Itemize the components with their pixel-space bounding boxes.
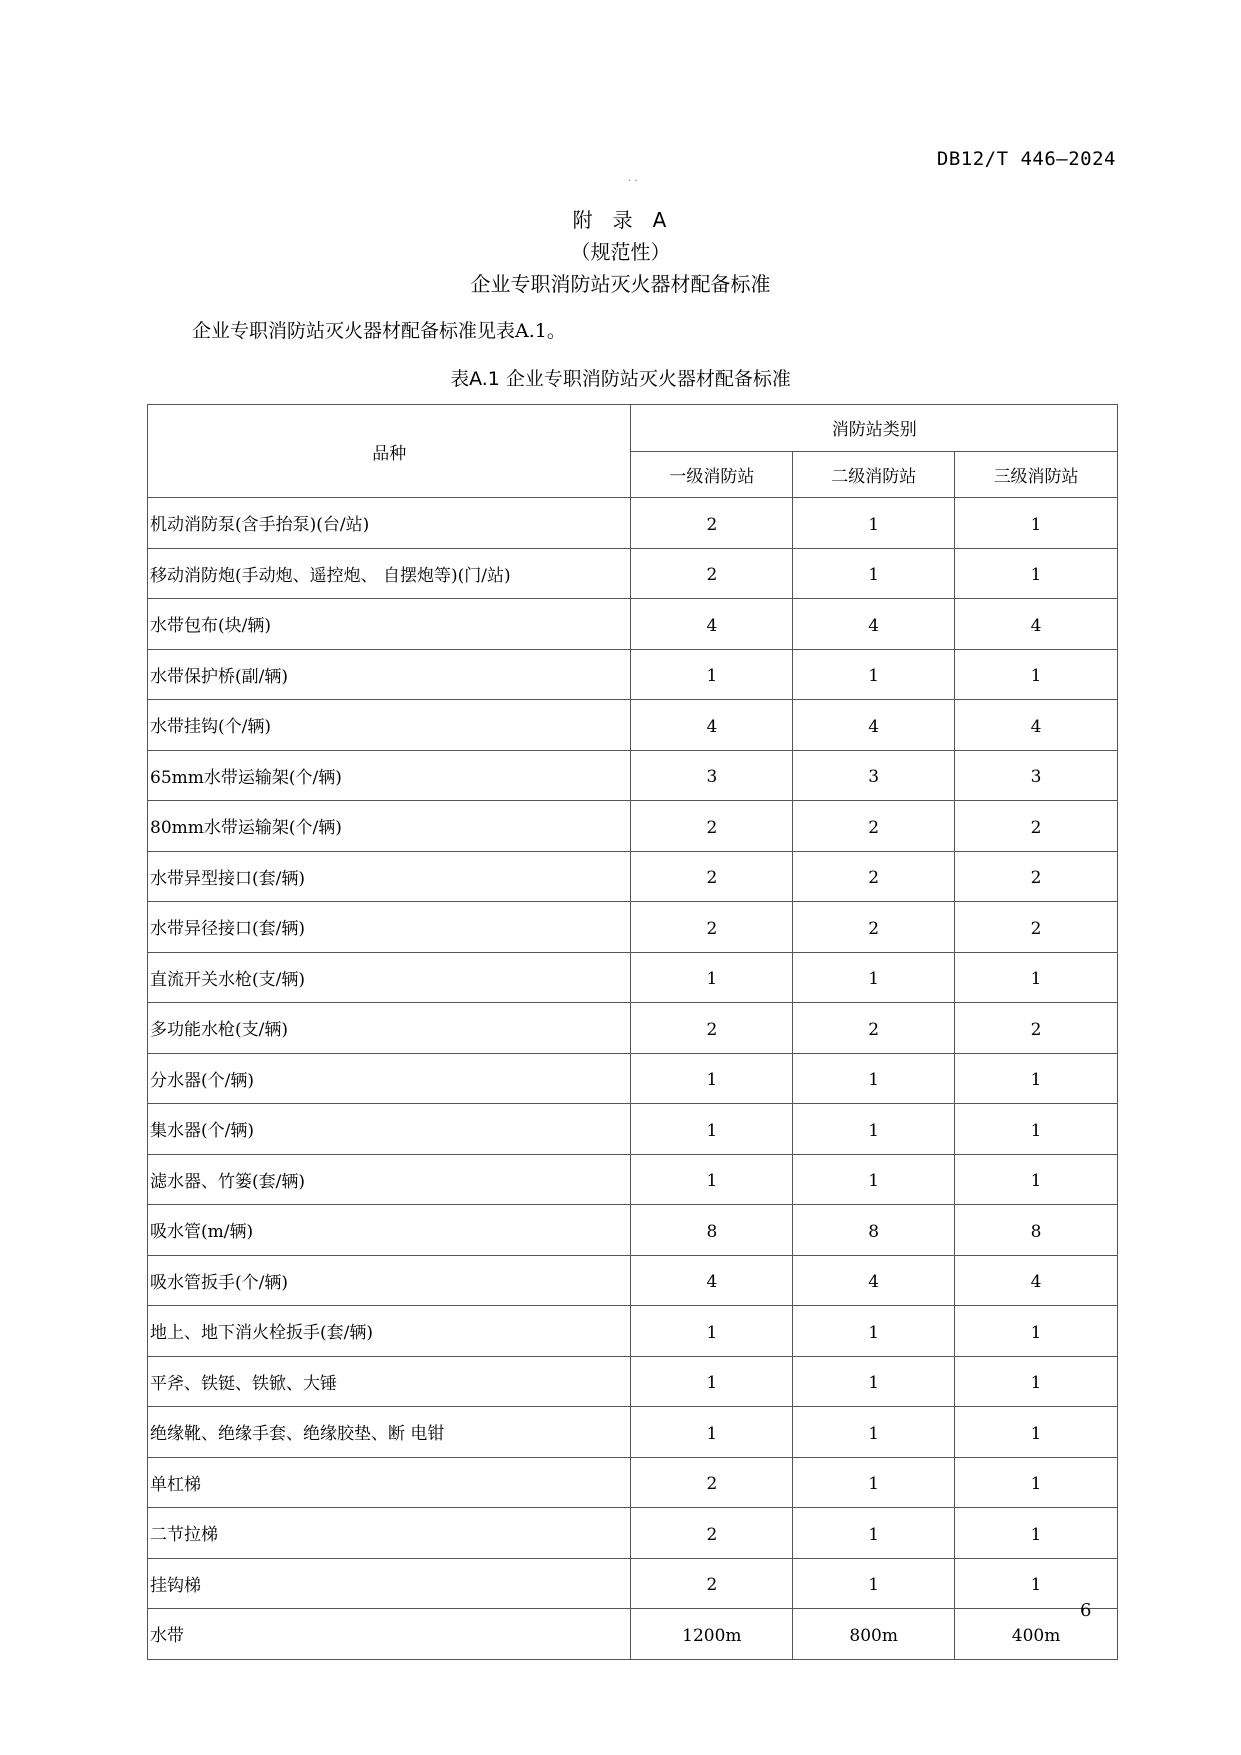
level-3-value-cell: 1	[955, 1104, 1118, 1155]
item-name-cell: 分水器(个/辆)	[148, 1053, 631, 1104]
level-3-value-cell: 2	[955, 902, 1118, 953]
item-name-cell: 水带	[148, 1609, 631, 1660]
page-number: 6	[1080, 1600, 1092, 1621]
appendix-title-word: 录	[612, 208, 635, 232]
level-1-value-cell: 1	[631, 1306, 793, 1357]
level-2-value-cell: 1	[793, 1053, 955, 1104]
appendix-title-letter: A	[652, 208, 669, 232]
item-name-cell: 滤水器、竹篓(套/辆)	[148, 1154, 631, 1205]
section-title: 企业专职消防站灭火器材配备标准	[470, 272, 771, 296]
table-row	[148, 801, 1118, 852]
table-header-row	[148, 405, 1118, 452]
level-3-value-cell: 2	[955, 851, 1118, 902]
item-name-cell: 水带异径接口(套/辆)	[148, 902, 631, 953]
item-name-cell: 移动消防炮(手动炮、遥控炮、 自摆炮等)(门/站)	[148, 548, 631, 599]
table-row	[148, 1508, 1118, 1559]
table-row	[148, 599, 1118, 650]
level-3-value-cell: 4	[955, 700, 1118, 751]
header-level-3: 三级消防站	[955, 451, 1118, 498]
level-2-value-cell: 8	[793, 1205, 955, 1256]
table-row	[148, 1205, 1118, 1256]
level-2-value-cell: 1	[793, 1558, 955, 1609]
level-2-value-cell: 1	[793, 1407, 955, 1458]
level-1-value-cell: 8	[631, 1205, 793, 1256]
item-name-cell: 挂钩梯	[148, 1558, 631, 1609]
level-1-value-cell: 4	[631, 599, 793, 650]
level-1-value-cell: 1200m	[631, 1609, 793, 1660]
level-3-value-cell: 1	[955, 1457, 1118, 1508]
item-name-cell: 机动消防泵(含手抬泵)(台/站)	[148, 498, 631, 549]
level-3-value-cell: 1	[955, 1407, 1118, 1458]
level-2-value-cell: 1	[793, 1104, 955, 1155]
level-2-value-cell: 1	[793, 1508, 955, 1559]
level-2-value-cell: 1	[793, 498, 955, 549]
item-name-cell: 地上、地下消火栓扳手(套/辆)	[148, 1306, 631, 1357]
item-name-cell: 单杠梯	[148, 1457, 631, 1508]
item-name-cell: 水带包布(块/辆)	[148, 599, 631, 650]
level-2-value-cell: 4	[793, 1255, 955, 1306]
document-code: DB12/T 446—2024	[936, 148, 1116, 170]
level-2-value-cell: 1	[793, 1306, 955, 1357]
level-1-value-cell: 2	[631, 1003, 793, 1054]
level-3-value-cell: 3	[955, 750, 1118, 801]
level-2-value-cell: 1	[793, 1154, 955, 1205]
table-row	[148, 1457, 1118, 1508]
header-item: 品种	[148, 405, 631, 498]
level-1-value-cell: 2	[631, 498, 793, 549]
table-row	[148, 952, 1118, 1003]
level-3-value-cell: 4	[955, 599, 1118, 650]
level-2-value-cell: 2	[793, 902, 955, 953]
level-1-value-cell: 1	[631, 1407, 793, 1458]
table-row	[148, 498, 1118, 549]
item-name-cell: 80mm水带运输架(个/辆)	[148, 801, 631, 852]
decorative-dots: · ·	[628, 176, 638, 187]
level-2-value-cell: 1	[793, 548, 955, 599]
level-1-value-cell: 1	[631, 649, 793, 700]
item-name-cell: 多功能水枪(支/辆)	[148, 1003, 631, 1054]
equipment-table	[147, 404, 1118, 1660]
header-level-2: 二级消防站	[793, 451, 955, 498]
table-caption: 表A.1 企业专职消防站灭火器材配备标准	[450, 368, 791, 390]
level-1-value-cell: 1	[631, 1104, 793, 1155]
level-1-value-cell: 1	[631, 952, 793, 1003]
level-2-value-cell: 4	[793, 700, 955, 751]
table-row	[148, 1053, 1118, 1104]
table-row	[148, 902, 1118, 953]
table-row	[148, 1356, 1118, 1407]
appendix-title	[0, 204, 1241, 233]
item-name-cell: 水带挂钩(个/辆)	[148, 700, 631, 751]
level-2-value-cell: 4	[793, 599, 955, 650]
level-2-value-cell: 1	[793, 952, 955, 1003]
item-name-cell: 绝缘靴、绝缘手套、绝缘胶垫、断 电钳	[148, 1407, 631, 1458]
level-3-value-cell: 2	[955, 801, 1118, 852]
table-row	[148, 750, 1118, 801]
level-2-value-cell: 2	[793, 851, 955, 902]
item-name-cell: 吸水管(m/辆)	[148, 1205, 631, 1256]
level-3-value-cell: 400m	[955, 1609, 1118, 1660]
item-name-cell: 水带异型接口(套/辆)	[148, 851, 631, 902]
level-3-value-cell: 1	[955, 1154, 1118, 1205]
table-row	[148, 1558, 1118, 1609]
level-1-value-cell: 3	[631, 750, 793, 801]
level-2-value-cell: 1	[793, 1457, 955, 1508]
level-2-value-cell: 3	[793, 750, 955, 801]
item-name-cell: 二节拉梯	[148, 1508, 631, 1559]
level-2-value-cell: 1	[793, 1356, 955, 1407]
level-1-value-cell: 2	[631, 902, 793, 953]
level-3-value-cell: 1	[955, 1356, 1118, 1407]
appendix-normative: （规范性）	[570, 240, 671, 264]
table-row	[148, 649, 1118, 700]
table-row	[148, 1407, 1118, 1458]
level-3-value-cell: 1	[955, 1558, 1118, 1609]
item-name-cell: 吸水管扳手(个/辆)	[148, 1255, 631, 1306]
level-2-value-cell: 2	[793, 801, 955, 852]
table-row	[148, 1306, 1118, 1357]
item-name-cell: 平斧、铁铤、铁锨、大锤	[148, 1356, 631, 1407]
level-3-value-cell: 4	[955, 1255, 1118, 1306]
header-level-1: 一级消防站	[631, 451, 793, 498]
level-1-value-cell: 4	[631, 1255, 793, 1306]
level-2-value-cell: 1	[793, 649, 955, 700]
table-row	[148, 548, 1118, 599]
level-3-value-cell: 8	[955, 1205, 1118, 1256]
table-row	[148, 1609, 1118, 1660]
level-1-value-cell: 2	[631, 1558, 793, 1609]
level-1-value-cell: 1	[631, 1053, 793, 1104]
table-row	[148, 700, 1118, 751]
item-name-cell: 集水器(个/辆)	[148, 1104, 631, 1155]
level-3-value-cell: 1	[955, 548, 1118, 599]
level-1-value-cell: 2	[631, 1457, 793, 1508]
table-row	[148, 1104, 1118, 1155]
appendix-title-label: 附	[572, 208, 595, 232]
table-row	[148, 1255, 1118, 1306]
table-row	[148, 851, 1118, 902]
item-name-cell: 直流开关水枪(支/辆)	[148, 952, 631, 1003]
level-2-value-cell: 2	[793, 1003, 955, 1054]
level-2-value-cell: 800m	[793, 1609, 955, 1660]
intro-paragraph: 企业专职消防站灭火器材配备标准见表A.1。	[192, 320, 566, 342]
table-row	[148, 1003, 1118, 1054]
level-1-value-cell: 1	[631, 1154, 793, 1205]
level-1-value-cell: 1	[631, 1356, 793, 1407]
item-name-cell: 水带保护桥(副/辆)	[148, 649, 631, 700]
level-1-value-cell: 2	[631, 851, 793, 902]
level-3-value-cell: 2	[955, 1003, 1118, 1054]
level-3-value-cell: 1	[955, 1053, 1118, 1104]
table-row	[148, 1154, 1118, 1205]
level-1-value-cell: 2	[631, 801, 793, 852]
level-1-value-cell: 2	[631, 548, 793, 599]
level-3-value-cell: 1	[955, 498, 1118, 549]
level-3-value-cell: 1	[955, 1508, 1118, 1559]
level-3-value-cell: 1	[955, 1306, 1118, 1357]
level-3-value-cell: 1	[955, 952, 1118, 1003]
level-1-value-cell: 4	[631, 700, 793, 751]
level-1-value-cell: 2	[631, 1508, 793, 1559]
item-name-cell: 65mm水带运输架(个/辆)	[148, 750, 631, 801]
header-station-category: 消防站类别	[631, 405, 1118, 452]
level-3-value-cell: 1	[955, 649, 1118, 700]
